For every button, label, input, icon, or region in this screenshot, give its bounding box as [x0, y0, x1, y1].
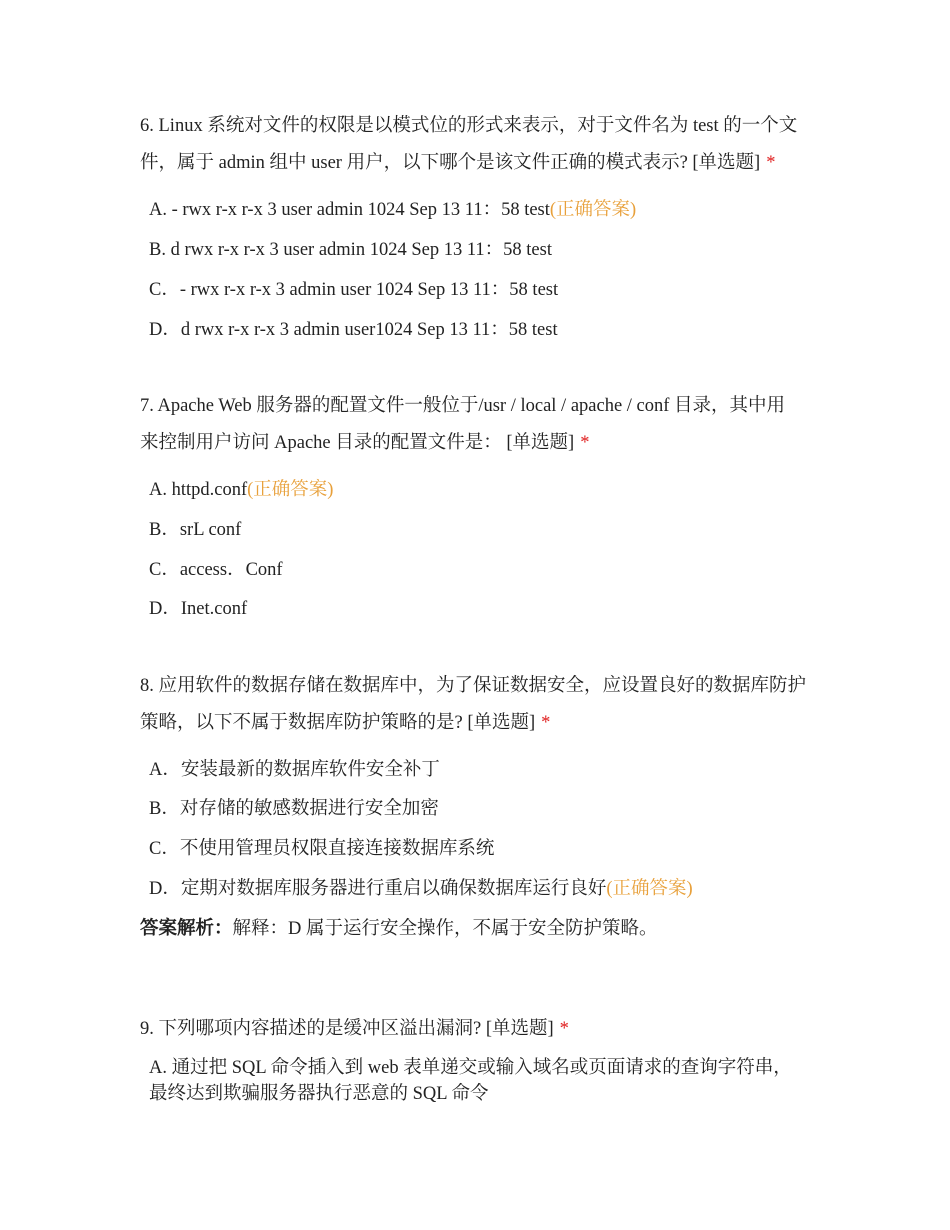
- option-7d: [149, 597, 247, 621]
- option-text: B．对存储的敏感数据进行安全加密: [149, 799, 439, 819]
- option-text: C．access．Conf: [149, 560, 283, 580]
- correct-answer-label: (正确答案): [606, 879, 693, 899]
- required-mark: *: [541, 713, 551, 733]
- question-text: 件，属于 admin 组中 user 用户，以下哪个是该文件正确的模式表示? [单选题]: [140, 153, 761, 173]
- option-text: A．安装最新的数据库软件安全补丁: [149, 760, 440, 780]
- correct-answer-label: (正确答案): [247, 480, 334, 500]
- explanation-label: 答案解析：: [140, 919, 233, 939]
- question-text: 6. Linux 系统对文件的权限是以模式位的形式来表示，对于文件名为 test 的一个文: [140, 116, 798, 136]
- option-6b: [149, 238, 552, 262]
- option-6c: [149, 278, 558, 302]
- question-text: 来控制用户访问 Apache 目录的配置文件是： [单选题]: [140, 433, 575, 453]
- question-6-text-line-2: [140, 151, 775, 175]
- option-text: A. 通过把 SQL 命令插入到 web 表单递交或输入域名或页面请求的查询字符串，: [149, 1058, 792, 1078]
- required-mark: *: [580, 433, 590, 453]
- option-7b: [149, 518, 241, 542]
- option-7a: [149, 478, 333, 502]
- answer-explanation: [140, 917, 658, 941]
- question-7-text-line-2: [140, 431, 589, 455]
- option-6d: [149, 318, 558, 342]
- question-6-text-line-1: [140, 114, 797, 138]
- option-9a-line-2: [149, 1082, 489, 1106]
- option-9a-line-1: [149, 1056, 792, 1080]
- option-text: A. httpd.conf: [149, 480, 248, 500]
- correct-answer-label: (正确答案): [549, 200, 637, 220]
- option-text: B．srL conf: [149, 520, 242, 540]
- question-9-text-line-1: [140, 1017, 569, 1041]
- required-mark: *: [559, 1019, 569, 1039]
- option-text: D．定期对数据库服务器进行重启以确保数据库运行良好: [149, 879, 607, 899]
- question-8-text-line-2: [140, 711, 550, 735]
- option-text: D．Inet.conf: [149, 599, 248, 619]
- question-text: 9. 下列哪项内容描述的是缓冲区溢出漏洞? [单选题]: [140, 1019, 554, 1039]
- question-text: 策略，以下不属于数据库防护策略的是? [单选题]: [140, 713, 536, 733]
- option-text: D．d rwx r-x r-x 3 admin user1024 Sep 13 11：58 test: [149, 320, 558, 340]
- explanation-text: 解释：D 属于运行安全操作，不属于安全防护策略。: [232, 919, 658, 939]
- option-8a: [149, 758, 440, 782]
- option-8c: [149, 837, 494, 861]
- question-text: 7. Apache Web 服务器的配置文件一般位于/usr / local / apache / conf 目录，其中用: [140, 396, 786, 416]
- question-text: 8. 应用软件的数据存储在数据库中，为了保证数据安全，应设置良好的数据库防护: [140, 676, 807, 696]
- option-8d: [149, 877, 693, 901]
- question-8-text-line-1: [140, 674, 806, 698]
- required-mark: *: [766, 153, 776, 173]
- option-text: A. - rwx r-x r-x 3 user admin 1024 Sep 13 11：58 test: [149, 200, 550, 220]
- option-text: B. d rwx r-x r-x 3 user admin 1024 Sep 13 11：58 test: [149, 240, 552, 260]
- option-8b: [149, 797, 439, 821]
- question-7-text-line-1: [140, 394, 785, 418]
- option-text: C．不使用管理员权限直接连接数据库系统: [149, 839, 495, 859]
- option-7c: [149, 558, 283, 582]
- option-6a: [149, 198, 636, 222]
- option-text: 最终达到欺骗服务器执行恶意的 SQL 命令: [149, 1084, 489, 1104]
- option-text: C．- rwx r-x r-x 3 admin user 1024 Sep 13 11：58 test: [149, 280, 559, 300]
